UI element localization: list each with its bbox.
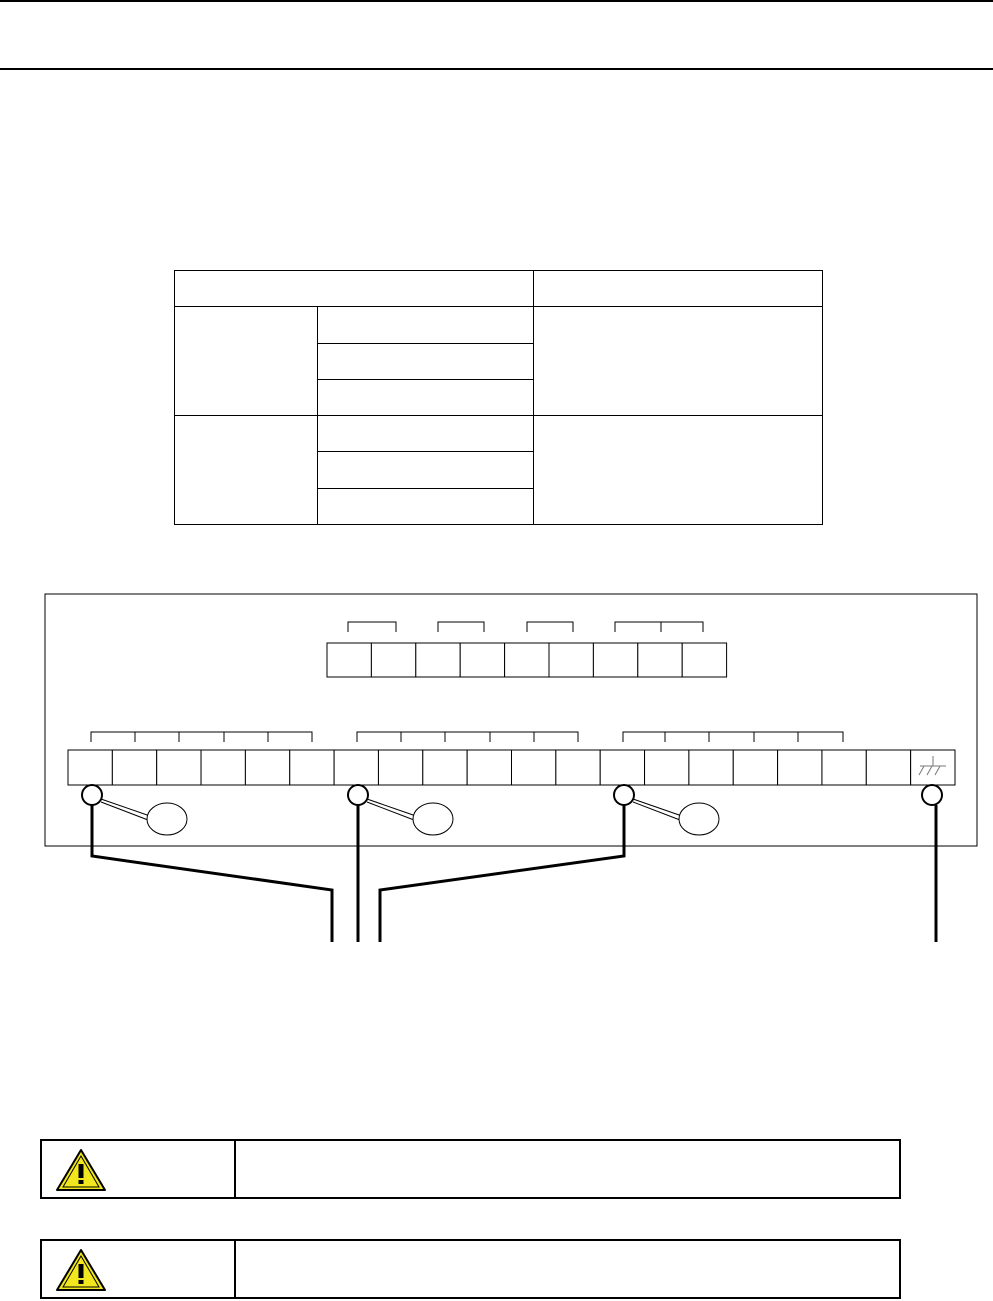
terminal-callouts (82, 785, 942, 805)
table-header-cell (534, 271, 823, 307)
terminal-cell (290, 750, 334, 785)
table-header-row (175, 271, 823, 307)
terminal-cell (778, 750, 822, 785)
terminal-cell (378, 750, 422, 785)
table-cell (318, 488, 534, 524)
table-header-cell (175, 271, 534, 307)
caution-text (236, 1141, 899, 1197)
terminal-cell (593, 643, 637, 677)
terminal-cell (733, 750, 777, 785)
terminal-cell (327, 643, 371, 677)
group-note-cell (534, 416, 823, 525)
terminal-cell (112, 750, 156, 785)
callout-leaders (101, 799, 682, 820)
caution-box (40, 1239, 901, 1299)
terminal-cell (645, 750, 689, 785)
header-bottom-rule (0, 68, 993, 70)
callout-label-bubble (413, 803, 453, 835)
terminal-cell (423, 750, 467, 785)
terminal-cell (638, 643, 682, 677)
terminal-cell (157, 750, 201, 785)
top-row-brackets (348, 622, 703, 632)
terminal-cell (911, 750, 955, 785)
terminal-cell (689, 750, 733, 785)
caution-icon-cell (42, 1241, 236, 1297)
table-cell (318, 452, 534, 488)
table-row (175, 307, 823, 343)
terminal-cell (512, 750, 556, 785)
callout-marker (348, 785, 368, 805)
terminal-cell (600, 750, 644, 785)
terminal-block-diagram (0, 580, 993, 960)
header-top-rule (0, 0, 993, 2)
table-cell (318, 379, 534, 415)
terminal-cell (467, 750, 511, 785)
terminal-cell (460, 643, 504, 677)
bottom-terminal-row (68, 750, 955, 785)
group-name-cell (175, 416, 318, 525)
terminal-cell (371, 643, 415, 677)
group-name-cell (175, 307, 318, 416)
terminal-panel-outline (45, 594, 977, 846)
terminal-cell (334, 750, 378, 785)
warning-triangle-icon (54, 1247, 108, 1293)
callout-label-bubble (679, 803, 719, 835)
wiring-lines (92, 805, 936, 942)
table-cell (318, 343, 534, 379)
callout-label-bubble (147, 803, 187, 835)
bottom-row-brackets (91, 732, 843, 742)
warning-triangle-icon (54, 1147, 108, 1193)
caution-box (40, 1139, 901, 1199)
caution-icon-cell (42, 1141, 236, 1197)
terminal-cell (866, 750, 910, 785)
terminal-cell (245, 750, 289, 785)
terminal-cell (822, 750, 866, 785)
terminal-cell (682, 643, 726, 677)
terminal-table (174, 270, 823, 525)
terminal-cell (68, 750, 112, 785)
caution-text (236, 1241, 899, 1297)
terminal-cell (505, 643, 549, 677)
table-cell (318, 307, 534, 343)
table-row (175, 416, 823, 452)
top-terminal-row (327, 643, 727, 677)
terminal-cell (416, 643, 460, 677)
table-cell (318, 416, 534, 452)
terminal-cell (549, 643, 593, 677)
terminal-cell (201, 750, 245, 785)
terminal-cell (556, 750, 600, 785)
group-note-cell (534, 307, 823, 416)
callout-marker (82, 785, 102, 805)
callout-marker (614, 785, 634, 805)
callout-labels (147, 803, 719, 835)
callout-marker (922, 785, 942, 805)
